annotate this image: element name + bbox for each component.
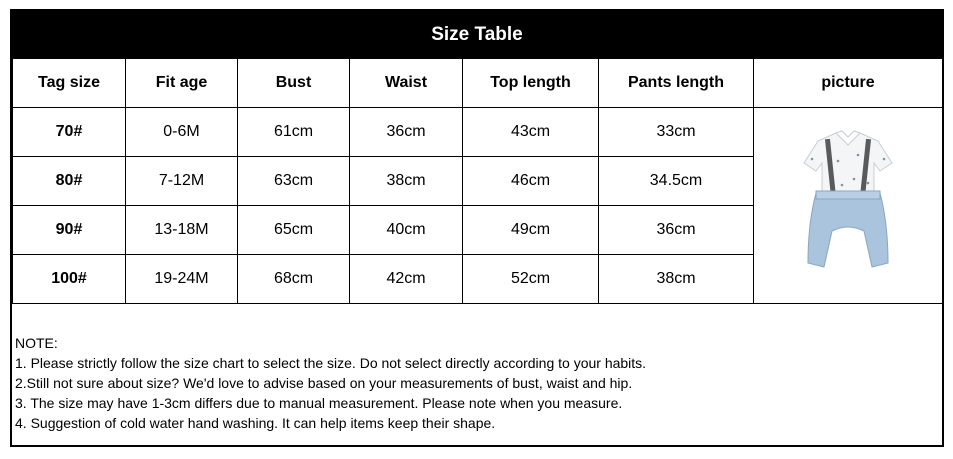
bust-cell: 63cm [238, 157, 350, 206]
note-line: 3. The size may have 1-3cm differs due to manual measurement. Please note when you measure. [15, 395, 623, 411]
header-picture: picture [754, 59, 943, 108]
top-length-cell: 52cm [463, 255, 599, 304]
page-title: Size Table [12, 11, 942, 58]
header-pants-length: Pants length [599, 59, 754, 108]
pants-shape [808, 193, 888, 267]
note-line: 4. Suggestion of cold water hand washing. It can help items keep their shape. [15, 415, 496, 431]
fit-age-cell: 19-24M [126, 255, 238, 304]
pants-length-cell: 33cm [599, 108, 754, 157]
pants-length-cell: 34.5cm [599, 157, 754, 206]
header-waist: Waist [350, 59, 463, 108]
waist-cell: 36cm [350, 108, 463, 157]
note-line: 1. Please strictly follow the size chart to select the size. Do not select directly according to your habits. [15, 355, 647, 371]
tag-size-cell: 100# [13, 255, 126, 304]
top-length-cell: 43cm [463, 108, 599, 157]
fit-age-cell: 7-12M [126, 157, 238, 206]
waist-cell: 38cm [350, 157, 463, 206]
waist-cell: 42cm [350, 255, 463, 304]
notes-section [15, 333, 646, 433]
top-length-cell: 46cm [463, 157, 599, 206]
waist-cell: 40cm [350, 206, 463, 255]
waistband-shape [816, 191, 880, 199]
fit-age-cell: 13-18M [126, 206, 238, 255]
size-table [12, 58, 943, 304]
notes-heading: NOTE: [15, 335, 58, 351]
top-length-cell: 49cm [463, 206, 599, 255]
header-bust: Bust [238, 59, 350, 108]
tag-size-cell: 70# [13, 108, 126, 157]
fit-age-cell: 0-6M [126, 108, 238, 157]
note-line: 2.Still not sure about size? We'd love to advise based on your measurements of bust, waist and hip. [15, 375, 633, 391]
picture-cell [754, 108, 943, 304]
bust-cell: 68cm [238, 255, 350, 304]
bust-cell: 61cm [238, 108, 350, 157]
tag-size-cell: 80# [13, 157, 126, 206]
table-row [13, 108, 943, 157]
header-top-length: Top length [463, 59, 599, 108]
size-chart-frame [10, 9, 944, 447]
pants-length-cell: 38cm [599, 255, 754, 304]
table-header-row [13, 59, 943, 108]
pants-length-cell: 36cm [599, 206, 754, 255]
tag-size-cell: 90# [13, 206, 126, 255]
bust-cell: 65cm [238, 206, 350, 255]
header-fit-age: Fit age [126, 59, 238, 108]
header-tag-size: Tag size [13, 59, 126, 108]
outfit-image [788, 123, 908, 283]
